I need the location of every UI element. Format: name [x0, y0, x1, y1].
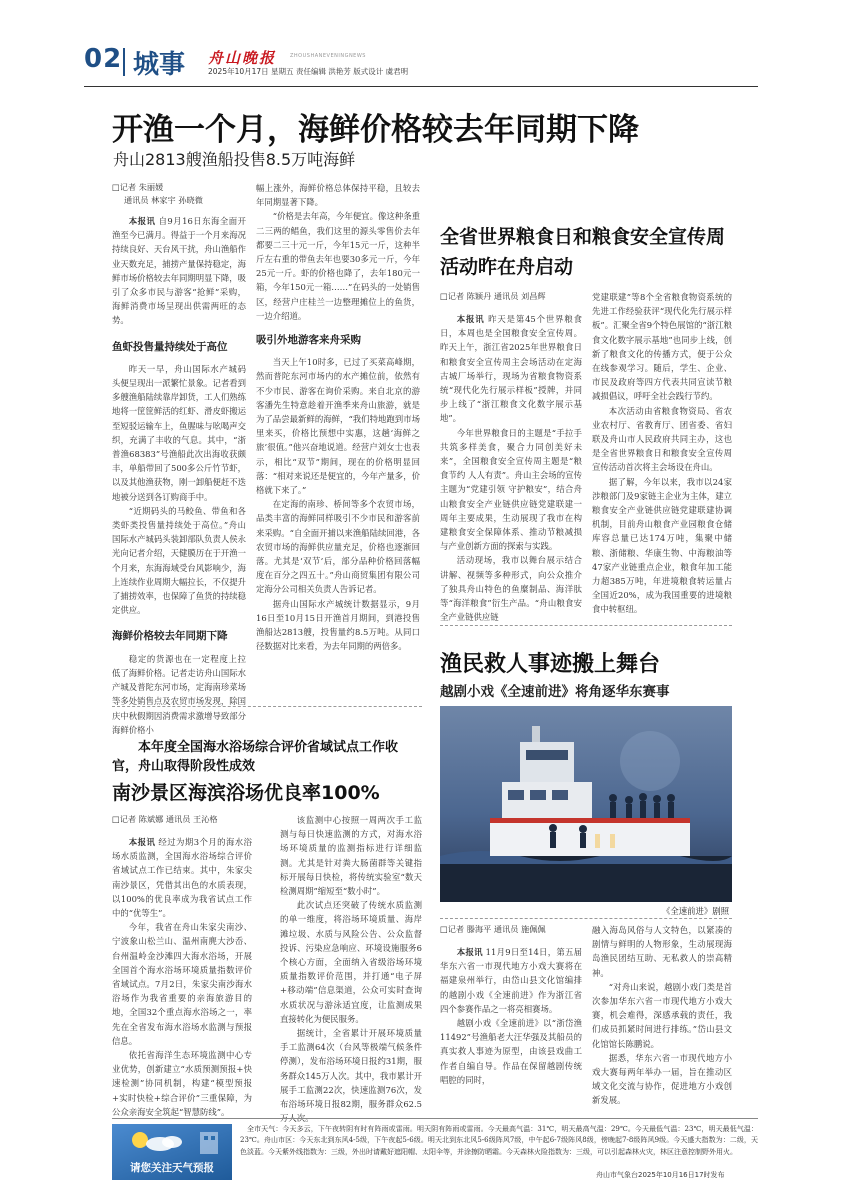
story1-paragraph: 幅上涨外，海鲜价格总体保持平稳，且较去年同期显著下降。	[256, 183, 420, 208]
story2-paragraph: 党建联建”等8个全省粮食物资系统的先进工作经验获评“现代化先行展示样板”。汇聚全省9个特色展馆的“浙江粮食文化数字展示基地”也同步上线，创新了粮食文化的传播方式，便于公众在线参观学习。随后，学生、企业、市民及政府等四方代表共同宣读节粮减损倡议，呼吁全社会践行节约。	[592, 292, 732, 402]
weather-text: 全市天气：今天多云，下午夜转阴有时有阵雨或雷雨。明天阴有阵雨或雷雨。今天最高气温：31℃，明天最高气温：29℃。今天最低气温：23℃，明天最低气温：23℃。舟山市区：今天东北到东风4-5级，下午夜起5-6级。明天北到东北风5-6级阵风7级，中午起6-7级阵风8级，傍晚起7-8级阵风9级。今天盛大指数为：二级，天色淡蓝。今天紫外线指数为：三级，外出时请戴好遮阳帽、太阳伞等，并涂擦防晒霜。今天森林火险指数为：三级，可以引起森林火灾，林区注意控制野外用火。	[240, 1125, 758, 1156]
story3-column-2	[280, 813, 422, 1125]
story1-subheading-3: 吸引外地游客来舟采购	[256, 334, 361, 347]
stage-photo	[440, 706, 732, 902]
stage-scene-icon	[440, 706, 732, 902]
story1-lead-tag: 本报讯	[128, 216, 156, 226]
story2-headline: 全省世界粮食日和粮食安全宣传周活动昨在舟启动	[440, 226, 726, 278]
story1-byline-correspondent: 通讯员 林家宇 孙晓微	[124, 195, 203, 205]
story1-paragraph: 在定海的南珍、桥间等多个农贸市场，品类丰富的海鲜同样吸引不少市民和游客前来采购。“自全面开捕以来渔船陆续回港，各农贸市场的海鲜供应量充足，价格也逐渐回落。尤其是‘双节’后，部分品种价格回落幅度在百分之四五十。”舟山商贸集团有限公司定海分公司相关负责人告诉记者。	[256, 499, 420, 595]
story1-paragraph: 昨天一早，舟山国际水产城码头便呈现出一派繁忙景象。记者看到多艘渔船陆续靠岸卸货，工人们熟练地将一筐筐鲜活的红虾、滑皮虾搬运至短驳运输车上，鱼腥味与吆喝声交织，充满了丰收的气息。其中，“浙普渔68383”号渔船此次出海收获颇丰，单船带回了500多公斤竹节虾，以及其他渔获物，刚一卸船便赶不迭地被分送到各订购商手中。	[112, 363, 246, 502]
story3-byline: □记者 陈斌娜 通讯员 王沁格	[112, 814, 218, 824]
divider-story3-top	[112, 706, 422, 707]
story4-paragraph: 越剧小戏《全速前进》以“浙岱渔11492”号渔船老大汪华强及其船员的真实救人事迹为原型，由该县戏曲工作者自编自导。作品在保留越剧传统唱腔的同时，	[440, 1018, 582, 1085]
weather-rule	[112, 1118, 758, 1119]
story1-paragraph: 自9月16日东海全面开渔至今已满月。得益于一个月来海况持续良好、天台风干扰，舟山渔船作业天数充足，捕捞产量保持稳定，海鲜市场价格较去年同期明显下降，吸引了众多市民与游客“抢鲜”采购，海鲜消费市场呈现出供需两旺的态势。	[112, 216, 246, 326]
story1-headline: 开渔一个月，海鲜价格较去年同期下降	[112, 112, 639, 148]
story4-byline: □记者 滕海平 通讯员 施佩佩	[440, 924, 546, 934]
story1-subhead: 舟山2813艘渔船投售8.5万吨海鲜	[113, 150, 356, 169]
story2-paragraph: 据了解，今年以来，我市以24家涉粮部门及9家链主企业为主体，建立粮食安全产业链供应链党建联建协调机制，目前舟山粮食产业园粮食仓储库容总量已达174万吨，集聚中储粮、浙储粮、华康生物、中海粮油等47家产业链重点企业，粮食年加工能力超385万吨，年进境粮食转运量占全国近20%，成为我国重要的进境粮食中转枢纽。	[592, 476, 732, 615]
story1-column-1	[112, 214, 246, 737]
story1-paragraph: 据舟山国际水产城统计数据显示，9月16日至10月15日开渔首月期间，到港投售渔船达2813艘，投售量约8.5万吨。从同口径数据对比来看，为去年同期的两倍多。	[256, 598, 420, 652]
story3-headline: 南沙景区海滨浴场优良率100%	[112, 782, 380, 804]
photo-caption: 《全速前进》剧照	[662, 906, 729, 916]
story2-paragraph: 活动现场，我市以舞台展示结合讲解、视频等多种形式，向公众推介了独具舟山特色的鱼糜制品、海洋肽等“海洋粮食”衍生产品。“舟山粮食安全产业链供应链	[440, 555, 582, 623]
story3-paragraph: 此次试点还突破了传统水质监测的单一维度，将浴场环境质量、海岸滩垃圾、水质与风险公告、公众监督投诉、污染应急响应、环境设施服务6个核心方面，全面纳入省级浴场环境质量指数评价范围，并打通“电子屏+移动端”信息渠道，公众可实时查询水质状况与游泳适宜度，让监测成果直接转化为便民服务。	[280, 900, 422, 1024]
story3-paragraph: 依托省海洋生态环境监测中心专业优势，创新建立“水质预测预报+快速检测”协同机制，构建“模型预报+实时快检+综合评价”三重保障，为公众亲海安全筑起“智慧防线”。	[112, 1050, 252, 1117]
story3-paragraph: 今年，我省在舟山朱家尖南沙、宁波象山松兰山、温州南麂大沙岙、台州温岭金沙滩四大海水浴场，开展全国首个海水浴场环境质量指数评价省域试点。7月2日，朱家尖南沙海水浴场作为我省重要的亲海旅游目的地，全国32个重点海水浴场之一，率先在全省发布海水浴场水监测与预报信息。	[112, 922, 252, 1046]
masthead-rule	[84, 86, 758, 87]
weather-banner	[112, 1124, 232, 1180]
story1-subheading-1: 鱼虾投售量持续处于高位	[112, 340, 228, 353]
story4-subhead: 越剧小戏《全速前进》将角逐华东赛事	[440, 684, 670, 700]
story4-paragraph: 据悉，华东六省一市现代地方小戏大赛每两年举办一届，旨在推动区域文化交流与协作，促进地方小戏创新发展。	[592, 1052, 732, 1106]
story4-column-2	[592, 923, 732, 1108]
story3-column-1	[112, 835, 252, 1119]
story4-headline: 渔民救人事迹搬上舞台	[440, 652, 661, 677]
story4-column-1	[440, 945, 582, 1087]
paper-logo: 舟山晚报	[208, 49, 277, 67]
story2-byline: □记者 陈颖丹 通讯员 刘昌辉	[440, 291, 546, 301]
story3-paragraph: 据统计，全省累计开展环境质量手工监测64次（台风等极端气候条件停测），发布浴场环境日报约31期，服务群众145万人次。其中，我市累计开展手工监测22次，快速监测76次，发布浴场环境日报82期，服务群众62.5	[280, 1028, 422, 1110]
story1-paragraph: 当天上午10时多，已过了买菜高峰期，然而普陀东河市场内的水产摊位前，依然有不少市民、游客在询价采购。来自北京的游客潘先生特意趁着开渔季来舟山旅游，就是为了品尝最新鲜的海鲜，“我们特地跑到市场里来买，价格比预想中实惠，这趟‘海鲜之旅’很值。”他兴奋地说道。经营户刘女士也表示，相比“双节”期间，现在的价格明显回落：“相对来说还是便宜的，今年产量多，价格就下来了。”	[256, 357, 420, 496]
page-number: 02	[84, 44, 123, 74]
story2-column-2	[592, 290, 732, 617]
story4-paragraph: 融入海岛风俗与人文特色，以紧凑的剧情与鲜明的人物形象，生动展现海岛渔民团结互助、无私救人的崇高精神。	[592, 925, 732, 978]
weather-source: 舟山市气象台2025年10月16日17时发布	[596, 1171, 725, 1179]
story3-paragraph: 经过为期3个月的海水浴场水质监测，全国海水浴场综合评价省域试点工作已结束。其中，朱家尖南沙景区，凭借其出色的水质表现，以100%的优良率成为我省试点工作中的“优等生”。	[112, 837, 253, 919]
story2-paragraph: 昨天是第45个世界粮食日，本周也是全国粮食安全宣传周。昨天上午，浙江省2025年世界粮食日和粮食安全宣传周主会场活动在定海古城厂场举行，现场为省粮食物资系统“现代化先行展示样板”授牌，并同步上线了“浙江粮食文化数字展示基地”。	[440, 314, 582, 424]
divider-story2	[440, 625, 732, 626]
story3-kicker: 本年度全国海水浴场综合评价省域试点工作收官，舟山取得阶段性成效	[112, 740, 399, 774]
weather-label: 请您关注天气预报	[130, 1162, 214, 1174]
story1-paragraph: “近期码头的马鲛鱼、带鱼和各类虾类投售量持续处于高位。”舟山国际水产城码头装卸部队负责人侯永光向记者介绍，天健膜历在于开渔一个月来，东海海域受台风影响少，海上连续作业周期大幅拉长，不仅提升了捕捞效率，也保障了鱼货的持续稳定供应。	[112, 505, 246, 616]
story1-byline-reporter: □记者 朱丽媛	[112, 182, 164, 192]
story2-lead-tag: 本报讯	[456, 314, 485, 324]
story4-paragraph: “对舟山来说，越剧小戏门类是首次参加华东六省一市现代地方小戏大赛，机会难得，深感承载的责任，我们成员抓紧时间进行排练。”岱山县文化馆馆长陈鹏说。	[592, 981, 732, 1049]
divider-story4-caption	[440, 918, 732, 919]
masthead-divider	[123, 48, 125, 76]
story2-paragraph: 今年世界粮食日的主题是“手拉手共筑多样美食，聚合力同创美好未来”，全国粮食安全宣传周主题是“粮食节约 人人有责”。舟山主会场的宣传主题为“党建引领 守护粮安”，结合舟山粮食安全产业链供应链党建联建一周年主要成果，生动展现了我市在构建粮食安全保障体系、推动节粮减损与产业创新方面的探索与实践。	[440, 427, 582, 552]
story2-column-1	[440, 312, 582, 624]
story2-paragraph: 本次活动由省粮食物资局、省农业农村厅、省教育厅、团省委、省妇联及舟山市人民政府共同主办，这也是全省世界粮食日和粮食安全宣传周宣传活动首次将主会场设在舟山。	[592, 405, 732, 473]
story1-column-2	[256, 181, 420, 654]
story4-lead-tag: 本报讯	[456, 947, 483, 957]
story1-subheading-2: 海鲜价格较去年同期下降	[112, 630, 228, 643]
paper-pinyin: ZHOUSHANEVENINGNEWS	[290, 53, 366, 59]
story1-paragraph: “价格是去年高，今年便宜。像这种条重二三两的鲳鱼，我们这里的源头零售价去年都要二三十元一斤，今年15元一斤，这种半斤左右重的带鱼去年也要30多元一斤，今年25元一斤。虾的价格也降了，去年180元一箱，今年150元一箱……”在码头的一处销售区，经营户庄桂兰一边整理摊位上的鱼货，一边介绍道。	[256, 211, 420, 321]
date-line: 2025年10月17日 星期五 责任编辑 洪艳芳 版式设计 虞君明	[208, 67, 409, 76]
section-name: 城事	[133, 50, 186, 80]
story4-paragraph: 11月9日至14日，第五届华东六省一市现代地方小戏大赛将在福建泉州举行，由岱山县文化馆编排的越剧小戏《全速前进》作为浙江省四个参赛作品之一将亮相赛场。	[440, 947, 582, 1014]
story1-paragraph: 稳定的货源也在一定程度上拉低了海鲜价格。记者走访舟山国际水产城及普陀东河市场，定海南珍菜场等多处销售点及农贸市场发现，除国庆中秋假期因消费需求激增导致部分海鲜价格小	[112, 653, 246, 735]
story3-lead-tag: 本报讯	[128, 837, 156, 847]
story3-paragraph: 该监测中心按照一周两次手工监测与每日快速监测的方式，对海水浴场环境质量的监测指标进行详细监测。尤其是针对粪大肠菌群等关键指标开展每日快检，将传统实验室“数天检测周期”缩短至“数小时”。	[280, 815, 422, 897]
story1-byline	[112, 181, 242, 207]
